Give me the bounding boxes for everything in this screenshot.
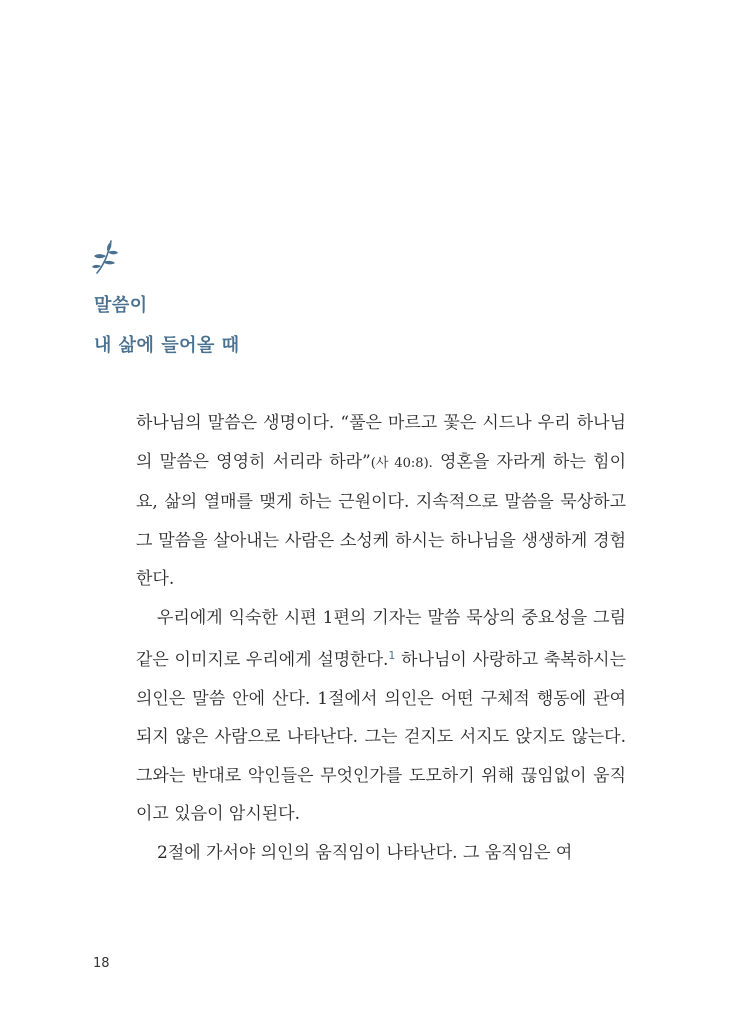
paragraph-1-text-b: 영혼을 자라게 하는 힘이요, 삶의 열매를 맺게 하는 근원이다. 지속적으로 말씀을 묵상하고 그 말씀을 살아내는 사람은 소성케 하시는 하나님을 생생하게 경험한다.	[136, 451, 626, 589]
paragraph-2-text-a: 우리에게 익숙한 시편 1편의 기자는 말씀 묵상의 중요성을 그림 같은 이미지로 우리에게 설명한다.	[136, 607, 626, 670]
paragraph-3: 2절에 가서야 의인의 움직임이 나타난다. 그 움직임은 여	[157, 842, 573, 863]
scripture-citation: (사 40:8).	[370, 455, 433, 471]
page-number: 18	[93, 956, 110, 971]
leaf-sprig-icon	[91, 238, 121, 276]
body-text	[136, 404, 626, 872]
paragraph-1	[136, 404, 626, 599]
paragraph-2-text-b: 하나님이 사랑하고 축복하시는 의인은 말씀 안에 산다. 1절에서 의인은 어떤 구체적 행동에 관여되지 않은 사람으로 나타난다. 그는 걷지도 서지도 앉지도 않는다. 그와는 반대로 악인들은 무엇인가를 도모하기 위해 끊임없이 움직이고 있음이 암시된다.	[136, 650, 626, 824]
chapter-title-line-2: 내 삶에 들어올 때	[94, 335, 240, 356]
paragraph-2	[136, 599, 626, 834]
footnote-reference[interactable]: 1	[388, 649, 396, 662]
chapter-title-line-1: 말씀이	[94, 295, 148, 316]
paragraph-1-text-a: 하나님의 말씀은 생명이다. “풀은 마르고 꽃은 시드나 우리 하나님의 말씀은 영영히 서리라 하라”	[136, 413, 626, 472]
chapter-heading	[94, 286, 240, 366]
